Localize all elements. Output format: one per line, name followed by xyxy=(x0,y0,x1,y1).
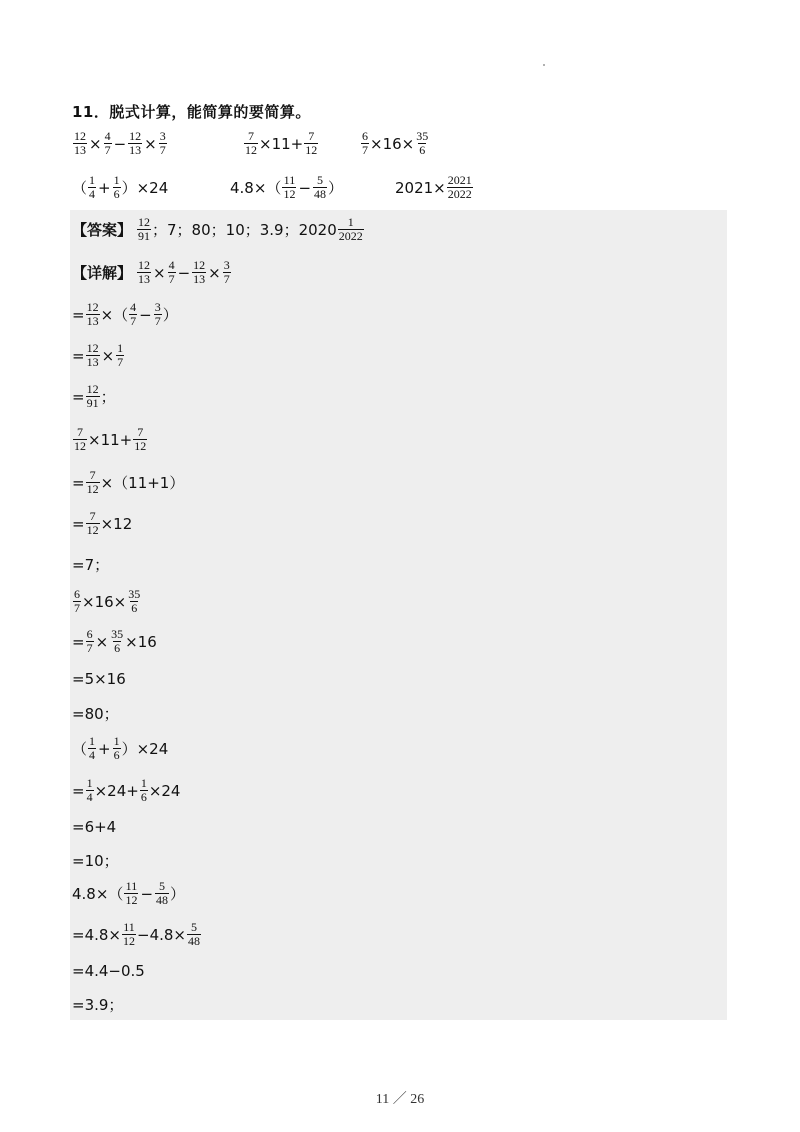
fraction: $\frac{12}{13}$ xyxy=(86,341,99,369)
page-number: 11 ／ 26 xyxy=(375,1092,425,1107)
fraction: $\frac{3}{7}$ xyxy=(223,258,230,286)
detail-line: =3.9； xyxy=(72,996,124,1014)
fraction: $\frac{1}{4}$ xyxy=(89,173,96,201)
problem-6: 2021× $\frac{2021}{2022}$ xyxy=(395,173,472,201)
fraction: $\frac{11}{12}$ xyxy=(125,879,138,907)
fraction: $\frac{1}{6}$ xyxy=(113,173,120,201)
fraction: $\frac{2021}{2022}$ xyxy=(447,173,472,201)
fraction: $\frac{35}{6}$ xyxy=(416,129,429,157)
problem-3: $\frac{6}{7}$ ×16× $\frac{35}{6}$ xyxy=(362,129,429,157)
detail-line: $\frac{7}{12}$ ×11+ $\frac{7}{12}$ xyxy=(74,425,147,453)
fraction: $\frac{12}{13}$ xyxy=(86,300,99,328)
detail-line: = $\frac{12}{13}$ × $\frac{1}{7}$ xyxy=(72,341,124,369)
fraction: $\frac{7}{12}$ xyxy=(134,425,147,453)
fraction: $\frac{4}{7}$ xyxy=(130,300,137,328)
fraction: $\frac{35}{6}$ xyxy=(111,627,124,655)
detail-line: =10； xyxy=(72,852,119,870)
answer-line: 【答案】 $\frac{12}{91}$ ；7；80；10；3.9；2020 $\frac{1}{2022}$ xyxy=(72,215,363,243)
speck-dot xyxy=(543,64,545,66)
fraction: $\frac{6}{7}$ xyxy=(74,587,80,615)
detail-line: =5×16 xyxy=(72,670,126,688)
fraction: $\frac{12}{91}$ xyxy=(86,382,99,410)
detail-line: = $\frac{1}{4}$ ×24+ $\frac{1}{6}$ ×24 xyxy=(72,776,181,804)
detail-line: =6+4 xyxy=(72,818,117,836)
question-title: 11．脱式计算，能简算的要简算。 xyxy=(72,103,311,121)
fraction: $\frac{1}{6}$ xyxy=(140,776,147,804)
fraction: $\frac{1}{4}$ xyxy=(89,734,96,762)
detail-line: = $\frac{12}{13}$ ×（ $\frac{4}{7}$ − $\frac{3}{7}$ ） xyxy=(72,300,178,328)
detail-line: =7； xyxy=(72,556,110,574)
detail-label: 【详解】 xyxy=(72,264,133,282)
fraction: $\frac{1}{6}$ xyxy=(113,734,120,762)
fraction: $\frac{1}{2022}$ xyxy=(338,215,363,243)
fraction: $\frac{4}{7}$ xyxy=(104,129,111,157)
detail-line: 4.8×（ $\frac{11}{12}$ − $\frac{5}{48}$ ） xyxy=(72,879,186,907)
fraction: $\frac{7}{12}$ xyxy=(305,129,318,157)
fraction: $\frac{5}{48}$ xyxy=(314,173,327,201)
detail-line: （ $\frac{1}{4}$ + $\frac{1}{6}$ ）×24 xyxy=(72,734,169,762)
detail-line: = $\frac{12}{91}$ ； xyxy=(72,382,116,410)
fraction: $\frac{6}{7}$ xyxy=(362,129,368,157)
fraction: $\frac{12}{91}$ xyxy=(138,215,151,243)
problem-4: （ $\frac{1}{4}$ + $\frac{1}{6}$ ）×24 xyxy=(72,173,169,201)
detail-line: 【详解】 $\frac{12}{13}$ × $\frac{4}{7}$ − $\frac{12}{13}$ × $\frac{3}{7}$ xyxy=(72,258,230,286)
fraction: $\frac{7}{12}$ xyxy=(245,129,257,157)
fraction: $\frac{12}{13}$ xyxy=(138,258,151,286)
fraction: $\frac{6}{7}$ xyxy=(86,627,93,655)
fraction: $\frac{4}{7}$ xyxy=(168,258,175,286)
detail-line: $\frac{6}{7}$ ×16× $\frac{35}{6}$ xyxy=(74,587,141,615)
fraction: $\frac{3}{7}$ xyxy=(159,129,166,157)
detail-line: =80； xyxy=(72,705,119,723)
fraction: $\frac{1}{7}$ xyxy=(117,341,124,369)
fraction: $\frac{3}{7}$ xyxy=(154,300,161,328)
fraction: $\frac{35}{6}$ xyxy=(128,587,141,615)
fraction: $\frac{5}{48}$ xyxy=(188,920,200,948)
fraction: $\frac{1}{4}$ xyxy=(86,776,93,804)
fraction: $\frac{12}{13}$ xyxy=(129,129,142,157)
detail-line: = $\frac{6}{7}$ × $\frac{35}{6}$ ×16 xyxy=(72,627,157,655)
fraction: $\frac{11}{12}$ xyxy=(123,920,135,948)
answer-label: 【答案】 xyxy=(72,221,133,239)
fraction: $\frac{12}{13}$ xyxy=(193,258,206,286)
detail-line: = $\frac{7}{12}$ ×（11+1） xyxy=(72,468,185,496)
fraction: $\frac{12}{13}$ xyxy=(74,129,86,157)
problem-1: $\frac{12}{13}$ × $\frac{4}{7}$ − $\frac{12}{13}$ × $\frac{3}{7}$ xyxy=(74,129,166,157)
detail-line: =4.8× $\frac{11}{12}$ −4.8× $\frac{5}{48}$ xyxy=(72,920,200,948)
fraction: $\frac{5}{48}$ xyxy=(156,879,169,907)
fraction: $\frac{11}{12}$ xyxy=(283,173,296,201)
fraction: $\frac{7}{12}$ xyxy=(86,509,99,537)
fraction: $\frac{7}{12}$ xyxy=(86,468,99,496)
problem-2: $\frac{7}{12}$ ×11+ $\frac{7}{12}$ xyxy=(245,129,318,157)
fraction: $\frac{7}{12}$ xyxy=(74,425,86,453)
detail-line: =4.4−0.5 xyxy=(72,962,145,980)
problem-5: 4.8×（ $\frac{11}{12}$ − $\frac{5}{48}$ ） xyxy=(230,173,344,201)
detail-line: = $\frac{7}{12}$ ×12 xyxy=(72,509,133,537)
